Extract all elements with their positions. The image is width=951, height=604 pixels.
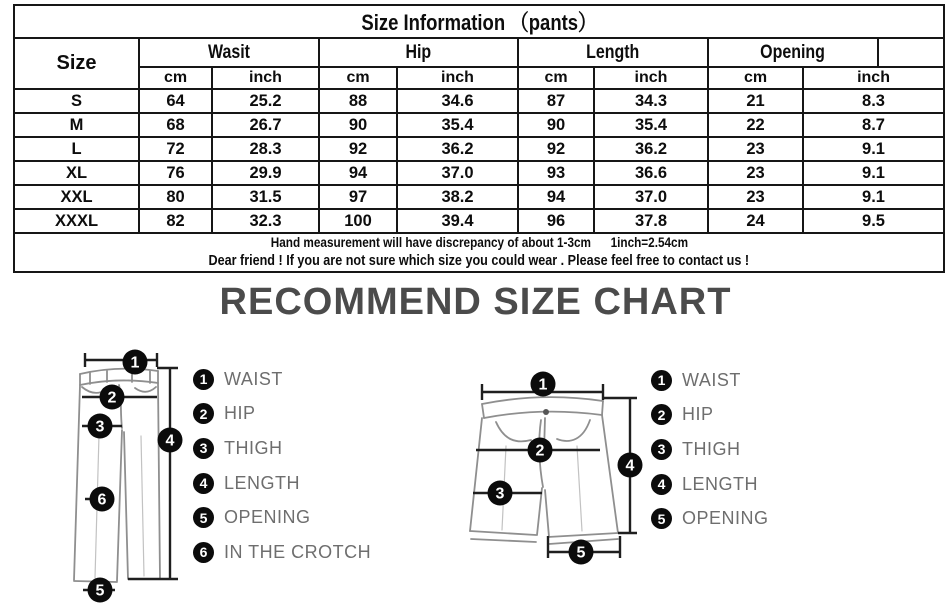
table-unit-header-row [14, 67, 944, 89]
table-row [14, 89, 944, 113]
value-cell: 90 [518, 113, 594, 137]
col-header-size: Size [14, 38, 139, 89]
value-cell: 25.2 [212, 89, 319, 113]
table-notes [14, 233, 944, 272]
value-cell: 93 [518, 161, 594, 185]
legend-item [193, 500, 371, 535]
value-cell: 21 [708, 89, 803, 113]
unit-header: cm [518, 67, 594, 89]
value-cell: 29.9 [212, 161, 319, 185]
value-cell: 97 [319, 185, 397, 209]
value-cell: 36.2 [594, 137, 708, 161]
value-cell: 24 [708, 209, 803, 233]
empty-header-cell [878, 38, 944, 67]
value-cell: 38.2 [397, 185, 518, 209]
size-cell: L [14, 137, 139, 161]
size-cell: S [14, 89, 139, 113]
svg-text:2: 2 [535, 442, 545, 460]
shorts-diagram [440, 340, 650, 604]
legend-number-badge: 5 [193, 507, 214, 528]
legend-number-badge: 3 [193, 438, 214, 459]
value-cell: 35.4 [594, 113, 708, 137]
col-header-wasit: Wasit [139, 38, 319, 67]
note-measurement: Hand measurement will have discrepancy of about 1-3cm 1inch=2.54cm [270, 234, 688, 251]
unit-header: inch [397, 67, 518, 89]
col-header-opening: Opening [708, 38, 878, 67]
value-cell: 9.1 [803, 137, 944, 161]
svg-text:4: 4 [625, 457, 635, 475]
svg-text:5: 5 [576, 544, 586, 562]
size-cell: XXXL [14, 209, 139, 233]
legend-number-badge: 4 [193, 473, 214, 494]
unit-header: inch [212, 67, 319, 89]
svg-text:5: 5 [95, 582, 105, 600]
legend-label: LENGTH [682, 473, 759, 494]
svg-text:3: 3 [95, 418, 105, 436]
legend-label: THIGH [224, 437, 283, 458]
table-group-header-row [14, 38, 944, 67]
value-cell: 28.3 [212, 137, 319, 161]
legend-label: WAIST [224, 368, 283, 389]
value-cell: 35.4 [397, 113, 518, 137]
value-cell: 26.7 [212, 113, 319, 137]
value-cell: 36.2 [397, 137, 518, 161]
value-cell: 34.3 [594, 89, 708, 113]
value-cell: 88 [319, 89, 397, 113]
legend-item [651, 501, 769, 536]
value-cell: 31.5 [212, 185, 319, 209]
note-contact: Dear friend ! If you are not sure which size you could wear . Please feel free to contact us ! [208, 251, 750, 269]
legend-number-badge: 1 [193, 369, 214, 390]
legend-item [651, 467, 769, 502]
value-cell: 100 [319, 209, 397, 233]
svg-text:2: 2 [107, 389, 117, 407]
legend-label: HIP [224, 403, 256, 424]
value-cell: 68 [139, 113, 212, 137]
svg-text:6: 6 [97, 491, 107, 509]
value-cell: 96 [518, 209, 594, 233]
value-cell: 32.3 [212, 209, 319, 233]
value-cell: 94 [518, 185, 594, 209]
svg-text:1: 1 [538, 376, 548, 394]
value-cell: 76 [139, 161, 212, 185]
col-header-hip: Hip [319, 38, 518, 67]
size-table [13, 4, 945, 273]
value-cell: 87 [518, 89, 594, 113]
legend-item [651, 432, 769, 467]
legend-label: LENGTH [224, 472, 301, 493]
table-row [14, 185, 944, 209]
value-cell: 92 [319, 137, 397, 161]
legend-item [193, 535, 371, 570]
value-cell: 64 [139, 89, 212, 113]
svg-text:4: 4 [165, 432, 175, 450]
value-cell: 39.4 [397, 209, 518, 233]
unit-header: cm [139, 67, 212, 89]
pants-legend [193, 362, 371, 570]
value-cell: 9.5 [803, 209, 944, 233]
col-header-length: Length [518, 38, 708, 67]
table-note-row [14, 233, 944, 272]
table-title: Size Information （pants） [14, 5, 944, 38]
legend-label: OPENING [682, 508, 769, 529]
value-cell: 37.8 [594, 209, 708, 233]
value-cell: 9.1 [803, 161, 944, 185]
legend-number-badge: 2 [651, 404, 672, 425]
value-cell: 90 [319, 113, 397, 137]
pants-measure-lines [82, 353, 178, 590]
table-row [14, 113, 944, 137]
legend-label: HIP [682, 404, 714, 425]
legend-label: THIGH [682, 438, 741, 459]
value-cell: 8.3 [803, 89, 944, 113]
unit-header: inch [803, 67, 944, 89]
legend-number-badge: 6 [193, 542, 214, 563]
value-cell: 9.1 [803, 185, 944, 209]
legend-label: IN THE CROTCH [224, 541, 372, 562]
value-cell: 23 [708, 161, 803, 185]
unit-header: inch [594, 67, 708, 89]
value-cell: 23 [708, 137, 803, 161]
legend-item [193, 466, 371, 501]
legend-number-badge: 2 [193, 403, 214, 424]
svg-text:1: 1 [130, 354, 140, 372]
legend-item [651, 398, 769, 433]
value-cell: 37.0 [594, 185, 708, 209]
legend-item [651, 363, 769, 398]
value-cell: 92 [518, 137, 594, 161]
size-cell: M [14, 113, 139, 137]
legend-item [193, 362, 371, 397]
value-cell: 34.6 [397, 89, 518, 113]
legend-item [193, 397, 371, 432]
value-cell: 80 [139, 185, 212, 209]
shorts-outline-icon [470, 397, 618, 544]
value-cell: 37.0 [397, 161, 518, 185]
table-row [14, 137, 944, 161]
legend-number-badge: 3 [651, 439, 672, 460]
table-row [14, 209, 944, 233]
unit-header: cm [708, 67, 803, 89]
table-row [14, 161, 944, 185]
legend-number-badge: 4 [651, 474, 672, 495]
shorts-legend [651, 363, 769, 536]
legend-label: OPENING [224, 507, 311, 528]
table-title-row [14, 5, 944, 38]
size-cell: XL [14, 161, 139, 185]
value-cell: 23 [708, 185, 803, 209]
value-cell: 36.6 [594, 161, 708, 185]
size-cell: XXL [14, 185, 139, 209]
value-cell: 82 [139, 209, 212, 233]
unit-header: cm [319, 67, 397, 89]
legend-number-badge: 5 [651, 508, 672, 529]
value-cell: 72 [139, 137, 212, 161]
legend-number-badge: 1 [651, 370, 672, 391]
legend-item [193, 431, 371, 466]
value-cell: 94 [319, 161, 397, 185]
value-cell: 22 [708, 113, 803, 137]
recommend-size-chart-heading: RECOMMEND SIZE CHART [219, 281, 732, 323]
legend-label: WAIST [682, 369, 741, 390]
value-cell: 8.7 [803, 113, 944, 137]
svg-text:3: 3 [495, 485, 505, 503]
